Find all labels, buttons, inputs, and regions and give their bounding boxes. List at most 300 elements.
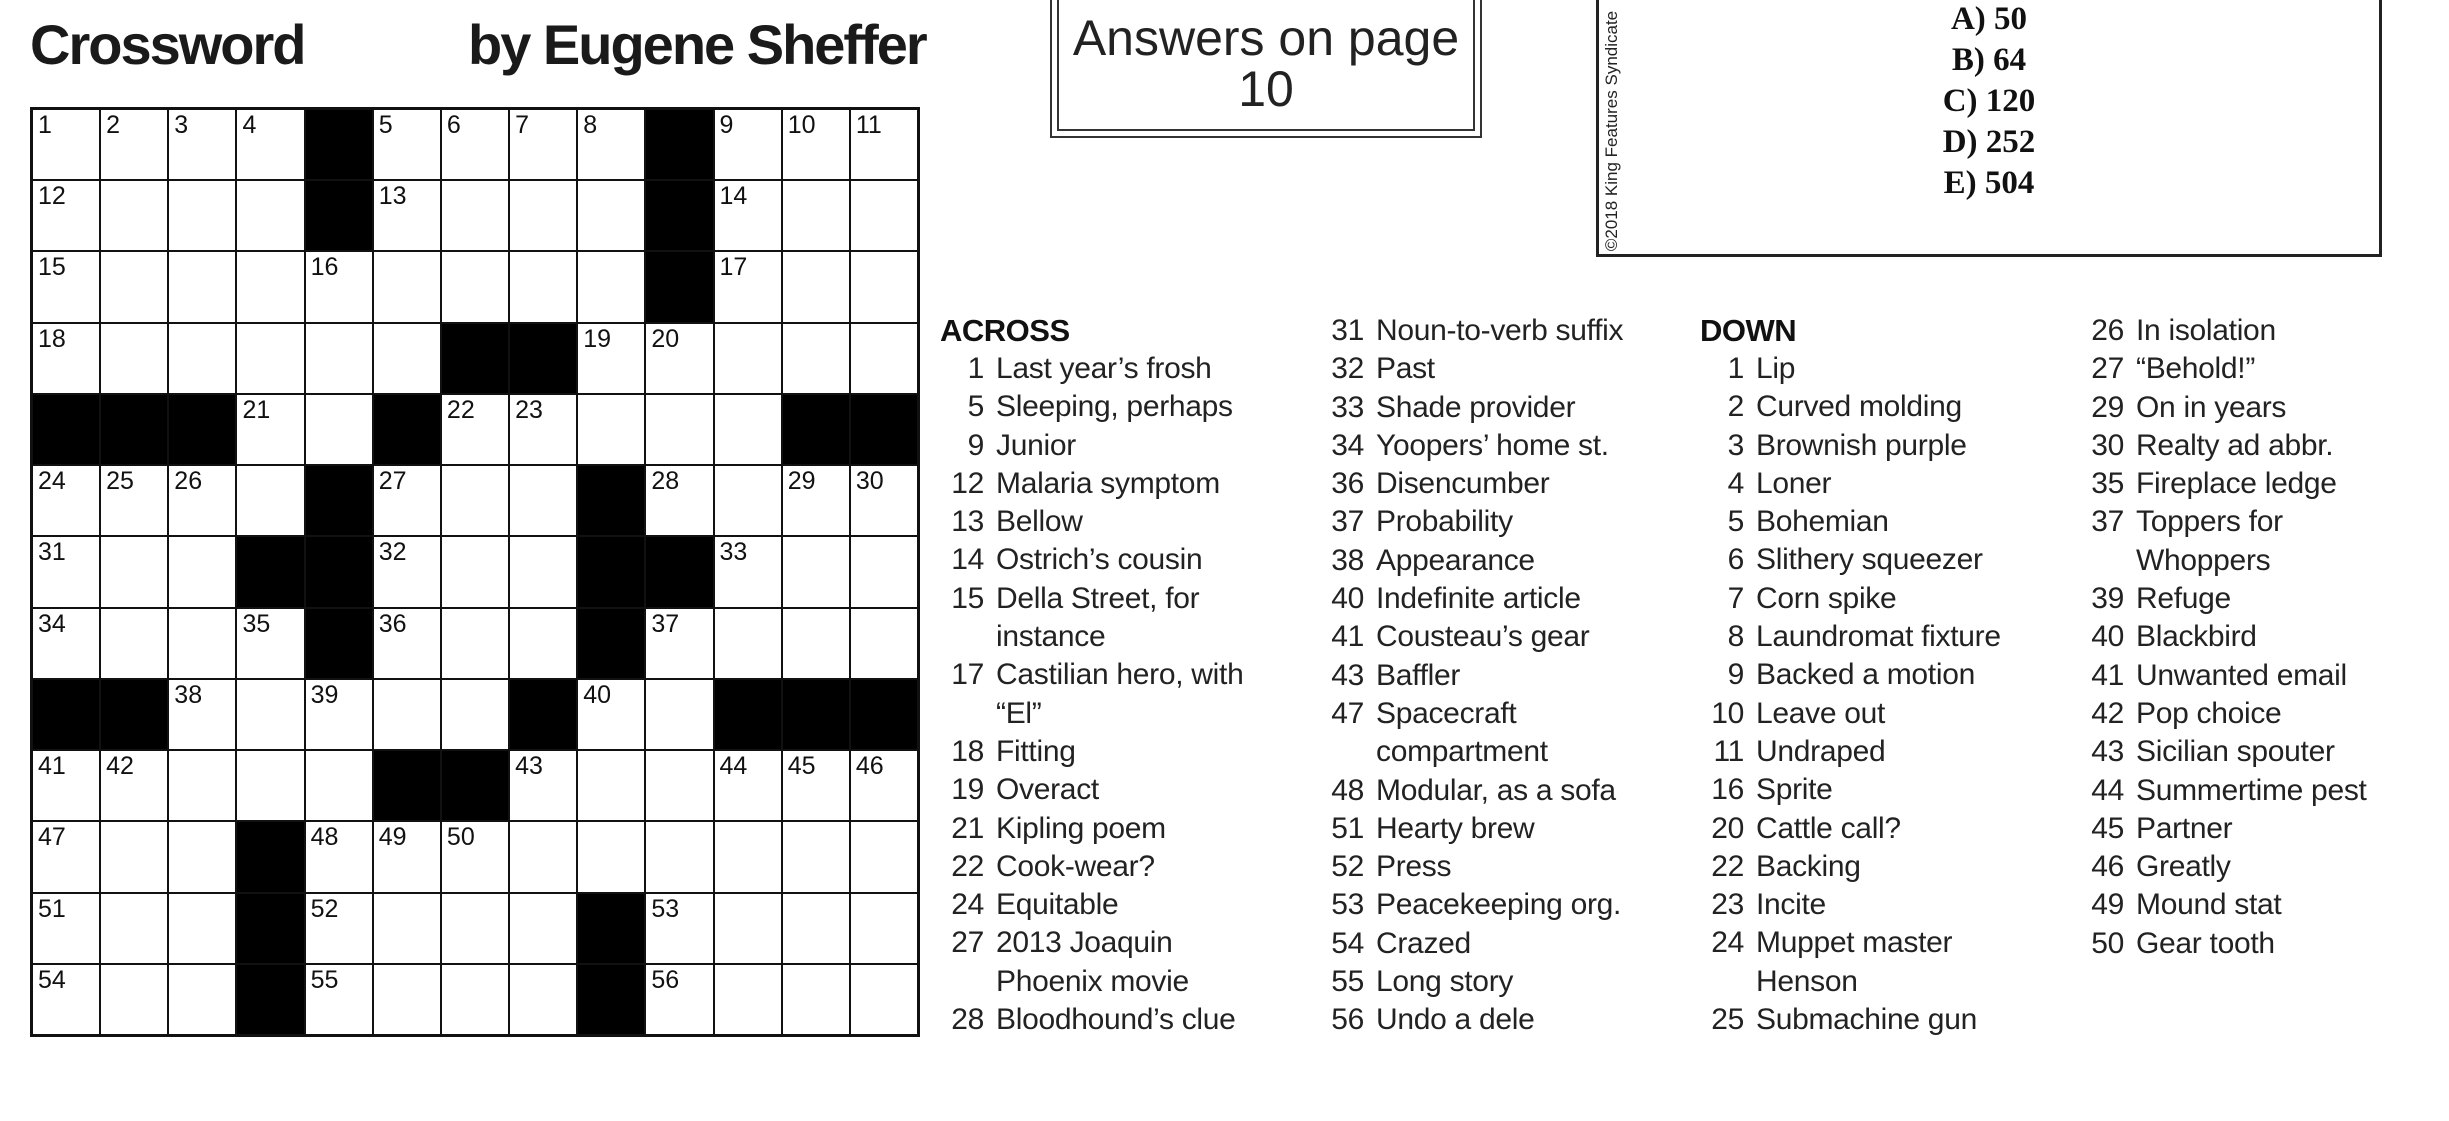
grid-cell[interactable] bbox=[442, 181, 508, 250]
clue-text: Bohemian bbox=[1756, 505, 1889, 539]
clue-line bbox=[1700, 656, 2070, 694]
grid-cell[interactable] bbox=[169, 537, 235, 606]
grid-cell[interactable] bbox=[646, 965, 712, 1034]
grid-cell[interactable] bbox=[169, 466, 235, 535]
grid-cell[interactable] bbox=[510, 181, 576, 250]
clue-line bbox=[1320, 618, 1690, 656]
grid-cell[interactable] bbox=[783, 252, 849, 321]
grid-cell[interactable] bbox=[715, 609, 781, 678]
grid-cell[interactable] bbox=[306, 324, 372, 393]
grid-cell[interactable] bbox=[169, 252, 235, 321]
answers-note-line2: 10 bbox=[1238, 61, 1294, 117]
clue-line bbox=[940, 656, 1300, 694]
grid-cell[interactable] bbox=[101, 609, 167, 678]
grid-cell[interactable] bbox=[33, 466, 99, 535]
grid-cell[interactable] bbox=[237, 395, 303, 464]
clue-number: 41 bbox=[1331, 620, 1364, 654]
grid-cell[interactable] bbox=[101, 751, 167, 820]
grid-cell[interactable] bbox=[442, 252, 508, 321]
grid-cell[interactable] bbox=[33, 252, 99, 321]
grid-cell[interactable] bbox=[101, 181, 167, 250]
grid-cell[interactable] bbox=[101, 822, 167, 891]
black-square bbox=[783, 395, 849, 464]
clue-text: Long story bbox=[1376, 965, 1514, 999]
puzzle-byline: by Eugene Sheffer bbox=[468, 13, 926, 76]
clue-line bbox=[2080, 542, 2440, 580]
clue-line bbox=[1320, 733, 1690, 771]
grid-cell[interactable] bbox=[783, 965, 849, 1034]
grid-cell[interactable] bbox=[169, 110, 235, 179]
cell-number: 4 bbox=[242, 111, 257, 139]
clue-number: 32 bbox=[1331, 352, 1364, 386]
clue-line bbox=[2080, 350, 2440, 388]
black-square bbox=[646, 537, 712, 606]
clue-text: Yoopers’ home st. bbox=[1376, 428, 1609, 462]
answers-note-line1: Answers on page bbox=[1072, 10, 1460, 66]
clue-number: 10 bbox=[1711, 696, 1744, 730]
grid-cell[interactable] bbox=[101, 252, 167, 321]
grid-cell[interactable] bbox=[715, 822, 781, 891]
clue-number: 9 bbox=[967, 428, 984, 462]
grid-cell[interactable] bbox=[851, 324, 917, 393]
grid-cell[interactable] bbox=[851, 252, 917, 321]
clue-number bbox=[940, 695, 996, 733]
clue-number: 39 bbox=[2091, 582, 2124, 616]
clue-line bbox=[2080, 848, 2440, 886]
grid-cell[interactable] bbox=[851, 822, 917, 891]
grid-cell[interactable] bbox=[715, 751, 781, 820]
clue-text: Disencumber bbox=[1376, 467, 1550, 501]
clue-text: Malaria symptom bbox=[996, 466, 1220, 500]
clue-number: 36 bbox=[1331, 467, 1364, 501]
cell-number: 29 bbox=[787, 467, 816, 496]
grid-cell[interactable] bbox=[646, 894, 712, 963]
clue-number: 37 bbox=[1331, 505, 1364, 539]
cell-number: 21 bbox=[242, 395, 271, 424]
grid-cell[interactable] bbox=[851, 110, 917, 179]
clue-number bbox=[2080, 542, 2136, 580]
clue-number bbox=[1700, 963, 1756, 1001]
clue-line bbox=[1700, 810, 2070, 848]
cell-number: 7 bbox=[515, 111, 529, 139]
black-square bbox=[646, 252, 712, 321]
grid-cell[interactable] bbox=[442, 395, 508, 464]
clue-text: Press bbox=[1376, 850, 1452, 884]
grid-cell[interactable] bbox=[306, 680, 372, 749]
grid-cell[interactable] bbox=[306, 252, 372, 321]
grid-cell[interactable] bbox=[578, 181, 644, 250]
black-square bbox=[851, 680, 917, 749]
clue-text: Peacekeeping org. bbox=[1376, 888, 1622, 922]
clue-line bbox=[2080, 389, 2440, 427]
grid-cell[interactable] bbox=[646, 751, 712, 820]
black-square bbox=[442, 324, 508, 393]
grid-cell[interactable] bbox=[101, 110, 167, 179]
clue-number: 40 bbox=[1331, 582, 1364, 616]
grid-cell[interactable] bbox=[851, 965, 917, 1034]
cell-number: 3 bbox=[174, 111, 189, 139]
clue-line bbox=[2080, 772, 2440, 810]
cell-number: 18 bbox=[38, 324, 66, 353]
grid-cell[interactable] bbox=[306, 965, 372, 1034]
cell-number: 36 bbox=[378, 609, 407, 638]
clue-line bbox=[1700, 427, 2070, 465]
grid-cell[interactable] bbox=[851, 537, 917, 606]
copyright-text: ©2018 King Features Syndicate bbox=[1602, 10, 1621, 251]
clue-text: Phoenix movie bbox=[996, 964, 1189, 998]
clue-number: 24 bbox=[951, 888, 984, 922]
grid-cell[interactable] bbox=[237, 751, 303, 820]
grid-cell[interactable] bbox=[101, 894, 167, 963]
grid-cell[interactable] bbox=[442, 965, 508, 1034]
clue-text: Cattle call? bbox=[1756, 811, 1901, 845]
clue-number: 21 bbox=[951, 811, 984, 845]
clue-number: 8 bbox=[1727, 620, 1744, 654]
grid-cell[interactable] bbox=[578, 395, 644, 464]
grid-cell[interactable] bbox=[646, 324, 712, 393]
grid-cell[interactable] bbox=[33, 537, 99, 606]
cell-number: 55 bbox=[310, 965, 339, 994]
clue-text: Hearty brew bbox=[1376, 811, 1535, 845]
grid-cell[interactable] bbox=[374, 822, 440, 891]
grid-cell[interactable] bbox=[442, 894, 508, 963]
black-square bbox=[169, 395, 235, 464]
clue-number: 30 bbox=[2091, 428, 2124, 462]
grid-cell[interactable] bbox=[33, 181, 99, 250]
grid-cell[interactable] bbox=[783, 822, 849, 891]
grid-cell[interactable] bbox=[33, 110, 99, 179]
clue-line bbox=[1700, 771, 2070, 809]
clue-text: Appearance bbox=[1376, 543, 1535, 577]
clue-line bbox=[2080, 427, 2440, 465]
grid-cell[interactable] bbox=[442, 537, 508, 606]
clue-text: compartment bbox=[1376, 735, 1548, 769]
clue-number: 48 bbox=[1331, 773, 1364, 807]
grid-cell[interactable] bbox=[442, 609, 508, 678]
answers-note-box bbox=[1050, 0, 1482, 138]
clue-text: Junior bbox=[996, 428, 1076, 462]
clue-text: Kipling poem bbox=[996, 811, 1166, 845]
grid-cell[interactable] bbox=[783, 324, 849, 393]
clue-text: Greatly bbox=[2136, 850, 2231, 884]
clue-text: Sprite bbox=[1756, 773, 1833, 807]
grid-cell[interactable] bbox=[646, 680, 712, 749]
cell-number: 49 bbox=[378, 823, 407, 852]
clue-text: 2013 Joaquin bbox=[996, 926, 1173, 960]
grid-cell[interactable] bbox=[169, 680, 235, 749]
grid-cell[interactable] bbox=[374, 965, 440, 1034]
cell-number: 32 bbox=[378, 538, 407, 567]
cell-number: 31 bbox=[38, 538, 66, 567]
clue-number bbox=[940, 963, 996, 1001]
clue-text: Realty ad abbr. bbox=[2136, 428, 2334, 462]
clue-line bbox=[1320, 312, 1690, 350]
clue-text: Cousteau’s gear bbox=[1376, 620, 1590, 654]
across-clue-list-1 bbox=[940, 350, 1300, 1039]
cell-number: 46 bbox=[855, 752, 884, 781]
grid-cell[interactable] bbox=[169, 324, 235, 393]
grid-cell[interactable] bbox=[510, 537, 576, 606]
grid-cell[interactable] bbox=[237, 110, 303, 179]
clue-text: Gear tooth bbox=[2136, 926, 2275, 960]
clue-number bbox=[940, 618, 996, 656]
grid-cell[interactable] bbox=[783, 110, 849, 179]
clue-number: 56 bbox=[1331, 1003, 1364, 1037]
clue-line bbox=[940, 580, 1300, 618]
cell-number: 40 bbox=[583, 680, 612, 709]
grid-cell[interactable] bbox=[237, 680, 303, 749]
clue-text: Noun-to-verb suffix bbox=[1376, 314, 1624, 347]
clue-text: Blackbird bbox=[2136, 620, 2257, 654]
down-heading: DOWN bbox=[1700, 313, 1797, 348]
black-square bbox=[306, 609, 372, 678]
cell-number: 5 bbox=[378, 111, 393, 139]
clue-line bbox=[2080, 695, 2440, 733]
clue-number: 31 bbox=[1331, 314, 1364, 347]
grid-cell[interactable] bbox=[510, 466, 576, 535]
grid-cell[interactable] bbox=[169, 181, 235, 250]
clue-line bbox=[940, 618, 1300, 656]
grid-cell[interactable] bbox=[442, 680, 508, 749]
clue-number: 7 bbox=[1727, 581, 1744, 615]
black-square bbox=[306, 466, 372, 535]
grid-cell[interactable] bbox=[306, 822, 372, 891]
grid-cell[interactable] bbox=[578, 680, 644, 749]
grid-cell[interactable] bbox=[715, 894, 781, 963]
clue-text: Last year’s frosh bbox=[996, 352, 1212, 385]
grid-cell[interactable] bbox=[510, 252, 576, 321]
across-clue-list-2 bbox=[1320, 312, 1690, 1040]
clue-line bbox=[940, 848, 1300, 886]
grid-cell[interactable] bbox=[374, 110, 440, 179]
clue-text: Curved molding bbox=[1756, 390, 1962, 424]
grid-cell[interactable] bbox=[646, 395, 712, 464]
grid-cell[interactable] bbox=[169, 609, 235, 678]
clue-line bbox=[1700, 886, 2070, 924]
grid-cell[interactable] bbox=[374, 181, 440, 250]
clues-column-3 bbox=[1700, 312, 2070, 1039]
clue-number: 35 bbox=[2091, 467, 2124, 501]
grid-cell[interactable] bbox=[510, 751, 576, 820]
grid-cell[interactable] bbox=[715, 537, 781, 606]
grid-cell[interactable] bbox=[33, 822, 99, 891]
black-square bbox=[237, 894, 303, 963]
cell-number: 30 bbox=[855, 467, 884, 496]
grid-cell[interactable] bbox=[169, 965, 235, 1034]
grid-cell[interactable] bbox=[715, 965, 781, 1034]
crossword-grid bbox=[30, 107, 920, 1037]
black-square bbox=[715, 680, 781, 749]
clue-number: 44 bbox=[2091, 773, 2124, 807]
black-square bbox=[578, 537, 644, 606]
clue-number: 38 bbox=[1331, 543, 1364, 577]
grid-cell[interactable] bbox=[851, 466, 917, 535]
cell-number: 6 bbox=[446, 111, 461, 139]
clue-text: Baffler bbox=[1376, 658, 1461, 692]
grid-cell[interactable] bbox=[510, 609, 576, 678]
grid-cell[interactable] bbox=[101, 537, 167, 606]
grid-cell[interactable] bbox=[646, 609, 712, 678]
quiz-option-c: C) 120 bbox=[1942, 83, 2036, 119]
grid-cell[interactable] bbox=[306, 395, 372, 464]
clue-line bbox=[1320, 963, 1690, 1001]
grid-cell[interactable] bbox=[510, 395, 576, 464]
cell-number: 54 bbox=[38, 965, 66, 994]
clue-number: 9 bbox=[1727, 658, 1744, 692]
grid-cell[interactable] bbox=[33, 751, 99, 820]
grid-cell[interactable] bbox=[510, 894, 576, 963]
grid-cell[interactable] bbox=[33, 324, 99, 393]
grid-cell[interactable] bbox=[306, 894, 372, 963]
cell-number: 45 bbox=[787, 752, 816, 781]
clue-number: 14 bbox=[951, 543, 984, 577]
cell-number: 1 bbox=[38, 111, 52, 139]
cell-number: 2 bbox=[106, 111, 121, 139]
grid-cell[interactable] bbox=[510, 110, 576, 179]
clue-text: “Behold!” bbox=[2136, 352, 2256, 386]
clue-text: Toppers for bbox=[2136, 505, 2283, 539]
grid-cell[interactable] bbox=[374, 609, 440, 678]
grid-cell[interactable] bbox=[101, 324, 167, 393]
grid-cell[interactable] bbox=[578, 110, 644, 179]
grid-cell[interactable] bbox=[851, 751, 917, 820]
clue-line bbox=[1320, 925, 1690, 963]
grid-cell[interactable] bbox=[374, 680, 440, 749]
clue-line bbox=[1700, 580, 2070, 618]
grid-cell[interactable] bbox=[374, 324, 440, 393]
clue-number bbox=[1320, 733, 1376, 771]
grid-cell[interactable] bbox=[442, 466, 508, 535]
clue-text: Loner bbox=[1756, 466, 1832, 500]
grid-cell[interactable] bbox=[783, 609, 849, 678]
clue-line bbox=[2080, 657, 2440, 695]
clue-text: Slithery squeezer bbox=[1756, 543, 1983, 577]
clue-text: Della Street, for bbox=[996, 581, 1200, 615]
cell-number: 35 bbox=[242, 609, 271, 638]
clue-line bbox=[940, 465, 1300, 503]
clue-line bbox=[940, 427, 1300, 465]
grid-cell[interactable] bbox=[374, 252, 440, 321]
grid-cell[interactable] bbox=[783, 181, 849, 250]
grid-cell[interactable] bbox=[783, 751, 849, 820]
grid-cell[interactable] bbox=[169, 822, 235, 891]
clue-text: In isolation bbox=[2136, 314, 2276, 347]
cell-number: 11 bbox=[855, 111, 882, 139]
grid-cell[interactable] bbox=[442, 822, 508, 891]
clue-number: 5 bbox=[967, 390, 984, 424]
quiz-options bbox=[1599, 0, 2379, 204]
clue-number: 11 bbox=[1713, 734, 1744, 768]
grid-cell[interactable] bbox=[578, 252, 644, 321]
grid-cell[interactable] bbox=[715, 252, 781, 321]
grid-cell[interactable] bbox=[510, 822, 576, 891]
cell-number: 47 bbox=[38, 823, 66, 852]
clue-line bbox=[2080, 465, 2440, 503]
clue-number: 37 bbox=[2091, 505, 2124, 539]
grid-cell[interactable] bbox=[646, 466, 712, 535]
grid-cell[interactable] bbox=[237, 466, 303, 535]
clue-line bbox=[1700, 963, 2070, 1001]
grid-cell[interactable] bbox=[578, 822, 644, 891]
clue-number: 24 bbox=[1711, 926, 1744, 960]
clue-text: Partner bbox=[2136, 811, 2233, 845]
grid-cell[interactable] bbox=[715, 110, 781, 179]
black-square bbox=[33, 395, 99, 464]
grid-cell[interactable] bbox=[442, 110, 508, 179]
clue-number: 53 bbox=[1331, 888, 1364, 922]
grid-cell[interactable] bbox=[237, 324, 303, 393]
black-square bbox=[237, 537, 303, 606]
clue-line bbox=[2080, 580, 2440, 618]
cell-number: 39 bbox=[310, 680, 339, 709]
grid-cell[interactable] bbox=[33, 894, 99, 963]
grid-cell[interactable] bbox=[783, 466, 849, 535]
clue-number: 6 bbox=[1727, 543, 1744, 577]
black-square bbox=[783, 680, 849, 749]
grid-cell[interactable] bbox=[851, 609, 917, 678]
grid-cell[interactable] bbox=[169, 894, 235, 963]
grid-cell[interactable] bbox=[374, 894, 440, 963]
clue-text: Corn spike bbox=[1756, 581, 1897, 615]
grid-cell[interactable] bbox=[715, 324, 781, 393]
cell-number: 51 bbox=[38, 894, 66, 923]
grid-cell[interactable] bbox=[715, 395, 781, 464]
clue-line bbox=[940, 733, 1300, 771]
grid-cell[interactable] bbox=[101, 965, 167, 1034]
grid-cell[interactable] bbox=[851, 894, 917, 963]
clue-text: Muppet master bbox=[1756, 926, 1953, 960]
grid-cell[interactable] bbox=[237, 181, 303, 250]
clue-number: 16 bbox=[1711, 773, 1744, 807]
grid-cell[interactable] bbox=[783, 894, 849, 963]
quiz-option-d: D) 252 bbox=[1942, 124, 2036, 160]
clue-number: 1 bbox=[967, 352, 984, 385]
grid-cell[interactable] bbox=[101, 466, 167, 535]
grid-cell[interactable] bbox=[510, 965, 576, 1034]
grid-cell[interactable] bbox=[715, 466, 781, 535]
clue-text: Submachine gun bbox=[1756, 1003, 1977, 1037]
grid-cell[interactable] bbox=[374, 466, 440, 535]
clue-number: 55 bbox=[1331, 965, 1364, 999]
clue-text: Brownish purple bbox=[1756, 428, 1967, 462]
clue-line bbox=[940, 541, 1300, 579]
clue-number: 12 bbox=[951, 466, 984, 500]
clue-number: 51 bbox=[1331, 811, 1364, 845]
grid-cell[interactable] bbox=[33, 965, 99, 1034]
grid-cell[interactable] bbox=[374, 537, 440, 606]
clue-text: Shade provider bbox=[1376, 390, 1576, 424]
grid-cell[interactable] bbox=[33, 609, 99, 678]
black-square bbox=[33, 680, 99, 749]
cell-number: 50 bbox=[446, 823, 475, 852]
grid-cell[interactable] bbox=[237, 252, 303, 321]
grid-cell[interactable] bbox=[715, 181, 781, 250]
grid-cell[interactable] bbox=[646, 822, 712, 891]
answers-note-inner bbox=[1057, 0, 1475, 131]
clue-text: Unwanted email bbox=[2136, 658, 2347, 692]
black-square bbox=[646, 181, 712, 250]
grid-cell[interactable] bbox=[578, 324, 644, 393]
clue-line bbox=[1700, 924, 2070, 962]
clue-text: Bloodhound’s clue bbox=[996, 1003, 1236, 1037]
grid-cell[interactable] bbox=[306, 751, 372, 820]
grid-cell[interactable] bbox=[578, 751, 644, 820]
grid-cell[interactable] bbox=[783, 537, 849, 606]
clue-number: 28 bbox=[951, 1003, 984, 1037]
grid-cell[interactable] bbox=[237, 609, 303, 678]
grid-cell[interactable] bbox=[169, 751, 235, 820]
grid-cell[interactable] bbox=[851, 181, 917, 250]
